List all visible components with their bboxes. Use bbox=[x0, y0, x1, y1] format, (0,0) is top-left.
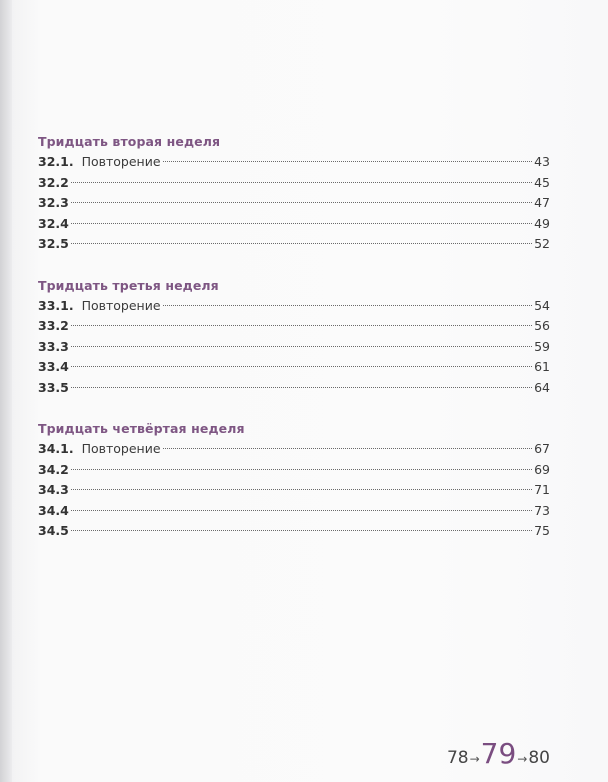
toc-entry[interactable] bbox=[38, 460, 550, 481]
dot-leader bbox=[71, 222, 532, 224]
entry-page-number: 56 bbox=[534, 318, 550, 333]
entry-title: Повторение bbox=[81, 154, 161, 169]
next-page-number[interactable]: 80 bbox=[528, 748, 550, 768]
entry-number: 33.2 bbox=[38, 318, 69, 333]
dot-leader bbox=[71, 488, 532, 490]
toc-entry[interactable] bbox=[38, 480, 550, 501]
dot-leader bbox=[71, 386, 532, 388]
table-of-contents bbox=[38, 133, 550, 564]
section-title: Тридцать вторая неделя bbox=[38, 134, 221, 149]
toc-section-week-34 bbox=[38, 420, 550, 542]
dot-leader bbox=[163, 304, 533, 306]
toc-entry[interactable] bbox=[38, 296, 550, 317]
dot-leader bbox=[71, 242, 532, 244]
section-title: Тридцать четвёртая неделя bbox=[38, 421, 245, 436]
entry-number: 32.3 bbox=[38, 195, 69, 210]
entry-number: 33.4 bbox=[38, 359, 69, 374]
page-spine-shadow bbox=[0, 0, 12, 782]
dot-leader bbox=[71, 468, 532, 470]
toc-entry[interactable] bbox=[38, 234, 550, 255]
entry-page-number: 49 bbox=[534, 215, 550, 231]
toc-section-week-32 bbox=[38, 133, 550, 255]
toc-entry[interactable] bbox=[38, 214, 550, 235]
dot-leader bbox=[71, 365, 532, 367]
current-page-number: 79 bbox=[480, 737, 517, 770]
entry-page-number: 61 bbox=[534, 359, 550, 374]
entry-page-number: 73 bbox=[534, 502, 550, 518]
toc-entry[interactable] bbox=[38, 501, 550, 522]
toc-entry[interactable] bbox=[38, 337, 550, 358]
section-title: Тридцать третья неделя bbox=[38, 277, 219, 293]
entry-page-number: 71 bbox=[534, 482, 550, 497]
entry-page-number: 43 bbox=[534, 154, 550, 169]
dot-leader bbox=[163, 447, 533, 449]
entry-number: 32.4 bbox=[38, 215, 69, 231]
entry-number: 34.3 bbox=[38, 482, 69, 497]
entry-page-number: 45 bbox=[534, 174, 550, 190]
entry-page-number: 52 bbox=[534, 236, 550, 251]
entry-number: 34.4 bbox=[38, 502, 69, 518]
toc-section-week-33 bbox=[38, 277, 550, 399]
toc-entry[interactable] bbox=[38, 316, 550, 337]
entry-number: 32.1. bbox=[38, 154, 74, 169]
entry-number: 33.5 bbox=[38, 379, 69, 395]
dot-leader bbox=[163, 160, 533, 162]
entry-number: 32.5 bbox=[38, 236, 69, 251]
entry-number: 34.1. bbox=[38, 441, 74, 456]
dot-leader bbox=[71, 201, 532, 203]
dot-leader bbox=[71, 345, 532, 347]
entry-page-number: 75 bbox=[534, 523, 550, 538]
entry-page-number: 64 bbox=[534, 379, 550, 395]
entry-page-number: 69 bbox=[534, 461, 550, 477]
entry-page-number: 59 bbox=[534, 338, 550, 354]
entry-number: 34.5 bbox=[38, 523, 69, 538]
toc-entry[interactable] bbox=[38, 439, 550, 460]
page-navigator bbox=[446, 737, 550, 770]
entry-title: Повторение bbox=[81, 441, 161, 456]
dot-leader bbox=[71, 509, 532, 511]
dot-leader bbox=[71, 181, 532, 183]
entry-page-number: 67 bbox=[534, 441, 550, 456]
toc-entry[interactable] bbox=[38, 173, 550, 194]
entry-number: 34.2 bbox=[38, 461, 69, 477]
entry-page-number: 47 bbox=[534, 195, 550, 210]
toc-entry[interactable] bbox=[38, 521, 550, 542]
entry-number: 32.2 bbox=[38, 174, 69, 190]
toc-entry[interactable] bbox=[38, 152, 550, 173]
dot-leader bbox=[71, 324, 532, 326]
entry-page-number: 54 bbox=[534, 297, 550, 313]
toc-entry[interactable] bbox=[38, 378, 550, 399]
arrow-right-icon: → bbox=[517, 752, 528, 766]
entry-number: 33.1. bbox=[38, 297, 74, 313]
arrow-right-icon: → bbox=[469, 752, 480, 766]
entry-title: Повторение bbox=[81, 297, 161, 313]
toc-entry[interactable] bbox=[38, 193, 550, 214]
toc-entry[interactable] bbox=[38, 357, 550, 378]
prev-page-number[interactable]: 78 bbox=[446, 748, 469, 768]
entry-number: 33.3 bbox=[38, 338, 69, 354]
dot-leader bbox=[71, 529, 532, 531]
